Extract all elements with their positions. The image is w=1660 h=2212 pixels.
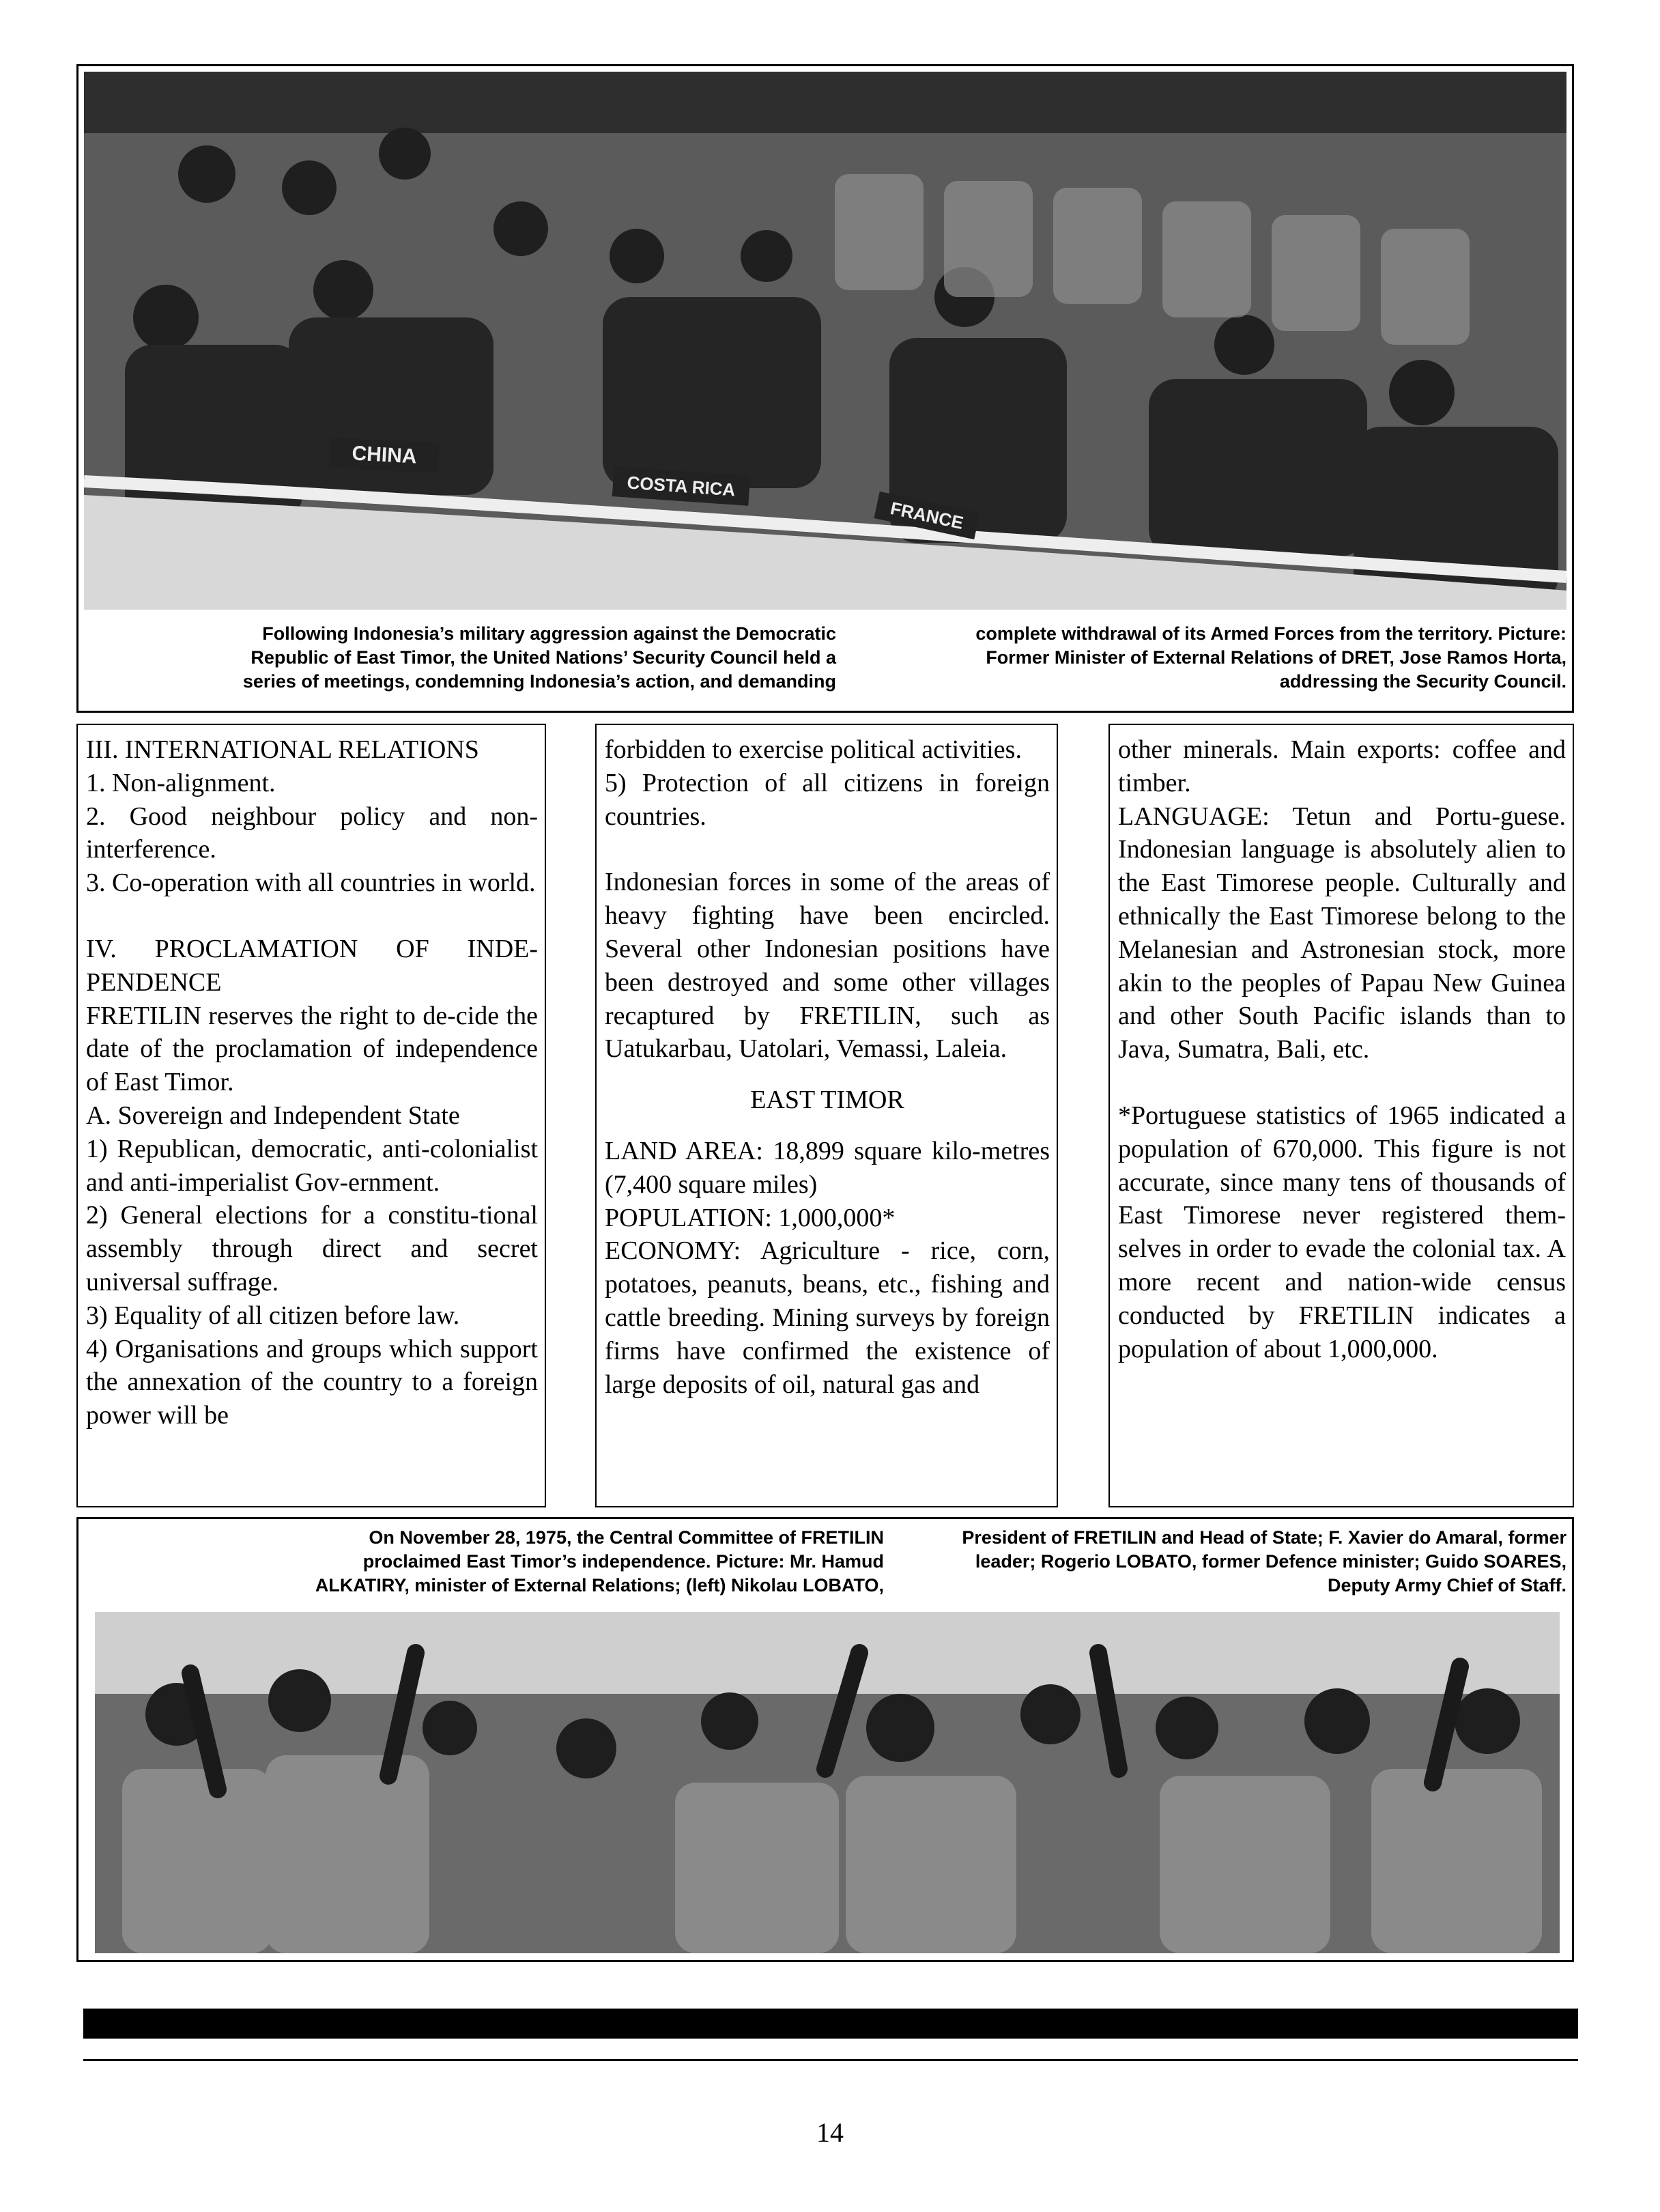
column-2-para: 5) Protection of all citizens in foreign countries. — [605, 768, 1050, 831]
page-number: 14 — [816, 2117, 844, 2148]
column-1-para: 2) General elections for a constitu-tional assembly through direct and secret universal suffrage. — [86, 1201, 538, 1296]
column-1-para: 4) Organisations and groups which support the annexation of the country to a foreign power will be — [86, 1334, 538, 1430]
photo-illustration — [84, 72, 1566, 610]
column-2-para: forbidden to exercise political activities. — [605, 735, 1022, 764]
top-photo-frame — [76, 64, 1574, 713]
column-1-para: 1. Non-alignment. — [86, 768, 276, 797]
column-2-para: POPULATION: 1,000,000* — [605, 1203, 896, 1232]
top-caption-left: Following Indonesia’s military aggression against the Democratic Republic of East Timor, the United Nations’ Security Council held a series of meetings, condemning Indonesia’s action, and demanding — [242, 623, 836, 692]
bottom-caption-left: On November 28, 1975, the Central Committee of FRETILIN proclaimed East Timor’s independence. Picture: Mr. Hamud ALKATIRY, minister of External Relations; (left) Nikolau LOBATO, — [315, 1527, 884, 1596]
column-2-para: Indonesian forces in some of the areas of heavy fighting have been encircled. Several other Indonesian positions have been destroyed and some other villages recaptured by FRETILIN, such as Uatukarbau, Uatolari, Vemassi, Laleia. — [605, 868, 1050, 1064]
column-1-para: 3) Equality of all citizen before law. — [86, 1301, 460, 1330]
un-security-council-photo — [84, 72, 1566, 610]
east-timor-heading: EAST TIMOR — [750, 1086, 904, 1115]
column-1-heading: IV. PROCLAMATION OF INDE-PENDENCE — [86, 934, 538, 997]
column-3-para: LANGUAGE: Tetun and Portu-guese. Indonesian language is absolutely alien to the East Timorese people. Culturally and ethnically the East Timorese belong to the Melanesian and Astronesian stock, more akin to the peoples of Papau New Guinea and other South Pacific islands than to Java, Sumatra, Bali, etc. — [1118, 802, 1566, 1064]
column-2-para: ECONOMY: Agriculture - rice, corn, potatoes, peanuts, beans, etc., fishing and cattle breeding. Mining surveys by foreign firms have confirmed the existence of large deposits of oil, natural gas and — [605, 1236, 1050, 1399]
fretilin-rally-photo — [95, 1612, 1560, 1953]
bottom-caption-right: President of FRETILIN and Head of State; F. Xavier do Amaral, former leader; Rogerio LOBATO, former Defence minister; Guido SOARES, Deputy Army Chief of Staff. — [962, 1527, 1566, 1596]
photo-illustration — [95, 1612, 1560, 1953]
column-1-para: 2. Good neighbour policy and non-interference. — [86, 802, 538, 864]
column-1-para: 1) Republican, democratic, anti-colonialist and anti-imperialist Gov-ernment. — [86, 1134, 538, 1197]
column-3-text — [1118, 733, 1566, 1502]
top-caption-right: complete withdrawal of its Armed Forces from the territory. Picture: Former Minister of External Relations of DRET, Jose Ramos Horta, addressing the Security Council. — [975, 623, 1566, 692]
column-1-para: A. Sovereign and Independent State — [86, 1101, 460, 1130]
column-1-para: 3. Co-operation with all countries in world. — [86, 868, 536, 898]
placard-france: FRANCE — [874, 492, 979, 539]
column-box-1 — [76, 724, 546, 1507]
column-box-3 — [1108, 724, 1574, 1507]
placard-china: CHINA — [329, 438, 440, 473]
footer-rule — [83, 2059, 1578, 2061]
column-3-para: other minerals. Main exports: coffee and timber. — [1118, 735, 1566, 797]
column-1-text — [86, 733, 538, 1502]
column-box-2 — [595, 724, 1058, 1507]
column-1-para: FRETILIN reserves the right to de-cide the date of the proclamation of independence of East Timor. — [86, 1001, 538, 1097]
footer-black-bar — [83, 2009, 1578, 2039]
column-3-footnote: *Portuguese statistics of 1965 indicated a population of 670,000. This figure is not accurate, since many tens of thousands of East Timorese never registered them-selves in order to evade the colonial tax. A more recent and nation-wide census conducted by FRETILIN indicates a population of about 1,000,000. — [1118, 1101, 1566, 1363]
placard-costa-rica: COSTA RICA — [612, 466, 751, 506]
column-2-text — [605, 733, 1050, 1502]
column-2-para: LAND AREA: 18,899 square kilo-metres (7,400 square miles) — [605, 1136, 1050, 1199]
column-1-para: III. INTERNATIONAL RELATIONS — [86, 735, 479, 764]
bottom-photo-frame — [76, 1517, 1574, 1962]
